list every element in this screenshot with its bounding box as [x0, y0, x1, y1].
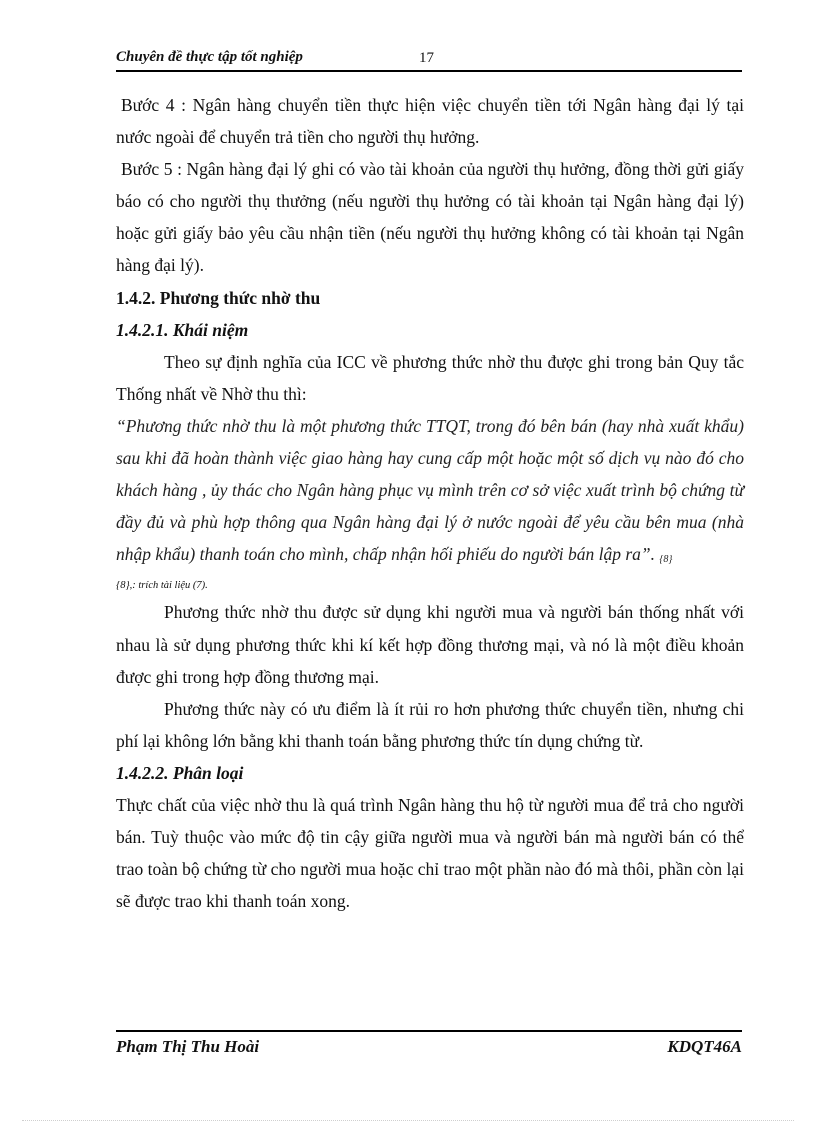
- footer-divider: [116, 1030, 742, 1032]
- footer-class-code: KDQT46A: [667, 1037, 742, 1056]
- footer-author: Phạm Thị Thu Hoài: [116, 1037, 260, 1056]
- citation-marker: {8}: [659, 554, 673, 566]
- footnote: {8},: trích tài liệu (7).: [116, 580, 208, 592]
- document-title: Chuyên đề thực tập tốt nghiệp: [116, 49, 303, 65]
- paragraph-step-5: Bước 5 : Ngân hàng đại lý ghi có vào tài khoản của người thụ hưởng, đồng thời gửi giấy báo có cho người thụ thưởng (nếu người thụ hưởng có tài khoản tại Ngân hàng đại lý) hoặc gửi giấy bảo yêu cầu nhận tiền (nếu người thụ hưởng không có tài khoản tại Ngân hàng đại lý).: [116, 159, 744, 276]
- page-header: [116, 48, 742, 70]
- paragraph-classification: Thực chất của việc nhờ thu là quá trình Ngân hàng thu hộ từ người mua để trả cho người bán. Tuỳ thuộc vào mức độ tin cậy giữa người mua và người bán mà người bán có thể trao toàn bộ chứng từ cho người mua hoặc chỉ trao một phần nào đó mà thôi, phần còn lại sẽ được trao khi thanh toán xong.: [116, 794, 744, 912]
- subsection-heading-1-4-2-1: 1.4.2.1. Khái niệm: [116, 319, 249, 340]
- subsection-heading-1-4-2-2: 1.4.2.2. Phân loại: [116, 762, 244, 783]
- definition-quote: [116, 410, 744, 576]
- header-divider: [116, 70, 742, 72]
- paragraph-advantage: Phương thức này có ưu điểm là ít rủi ro hơn phương thức chuyển tiền, nhưng chi phí lại không lớn bằng khi thanh toán bằng phương thức tín dụng chứng từ.: [116, 698, 744, 751]
- page-edge-line: [22, 1120, 794, 1121]
- paragraph-usage: Phương thức nhờ thu được sử dụng khi người mua và người bán thống nhất với nhau là sử dụng phương thức khi kí kết hợp đồng thương mại, và nó là một điều khoản được ghi trong hợp đồng thương mại.: [116, 602, 744, 687]
- section-heading-1-4-2: 1.4.2. Phương thức nhờ thu: [116, 287, 321, 308]
- paragraph-step-4: Bước 4 : Ngân hàng chuyển tiền thực hiện việc chuyển tiền tới Ngân hàng đại lý tại nước ngoài để chuyển trả tiền cho người thụ hưởng.: [116, 95, 744, 148]
- page-number: 17: [419, 50, 434, 66]
- quote-text: “Phương thức nhờ thu là một phương thức TTQT, trong đó bên bán (hay nhà xuất khẩu) sau khi đã hoàn thành việc giao hàng hay cung cấp một hoặc một số dịch vụ nào đó cho khách hàng , ủy thác cho Ngân hàng phục vụ mình trên cơ sở việc xuất trình bộ chứng từ đầy đủ và phù hợp thông qua Ngân hàng đại lý ở nước ngoài để yêu cầu bên mua (nhà nhập khẩu) thanh toán cho mình, chấp nhận hối phiếu do người bán lập ra”.: [116, 415, 744, 565]
- document-body: [116, 89, 744, 917]
- paragraph-icc-definition: Theo sự định nghĩa của ICC về phương thức nhờ thu được ghi trong bản Quy tắc Thống nhất về Nhờ thu thì:: [116, 351, 744, 404]
